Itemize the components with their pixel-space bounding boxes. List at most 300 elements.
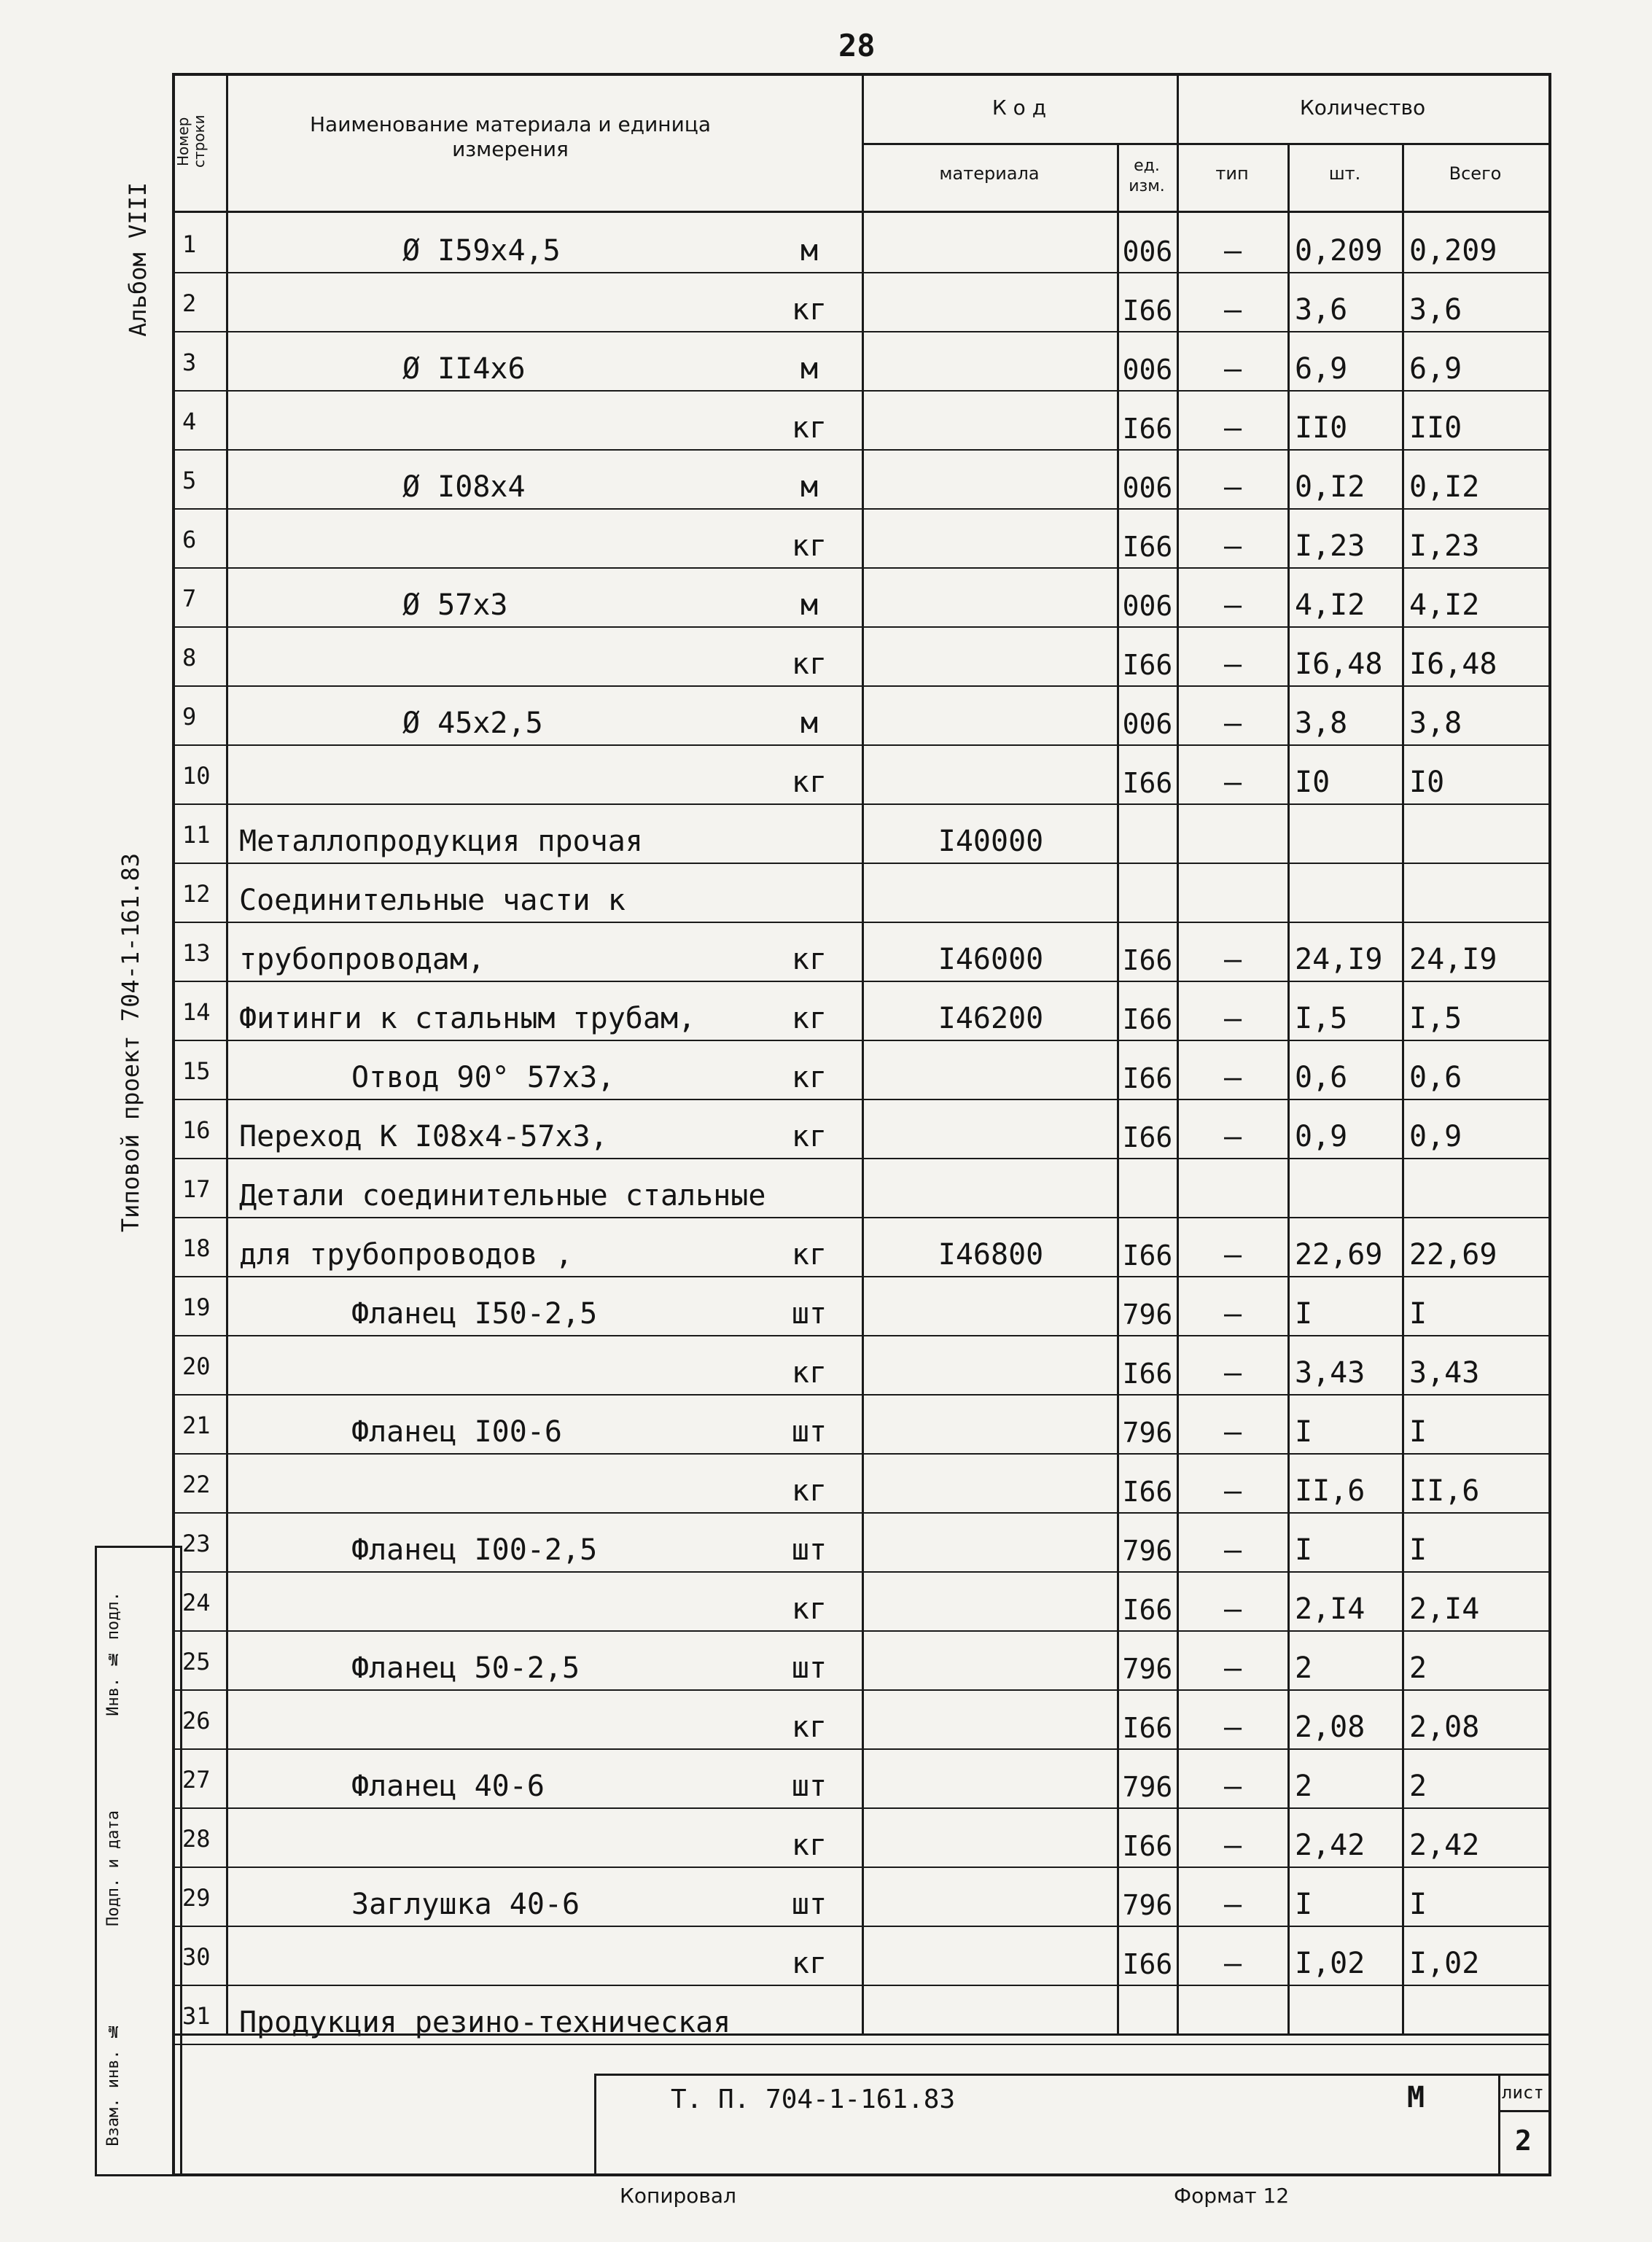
cell-quantity-total: I6,48 bbox=[1409, 647, 1497, 681]
table-row bbox=[175, 982, 1548, 1041]
cell-quantity-total bbox=[1403, 805, 1549, 864]
cell-type: – bbox=[1223, 1356, 1242, 1390]
cell-row-number: 3 bbox=[182, 348, 197, 376]
cell-material-name bbox=[227, 1336, 738, 1396]
cell-unit: м bbox=[800, 707, 819, 740]
cell-row-number: 16 bbox=[182, 1116, 211, 1144]
stamp-sign-label: Подп. и дата bbox=[104, 1810, 122, 1926]
table-row bbox=[175, 392, 1548, 451]
cell-unit: м bbox=[800, 588, 819, 622]
cell-quantity-per: 4,I2 bbox=[1295, 588, 1365, 622]
cell-type: – bbox=[1223, 1474, 1242, 1508]
header-code: К о д bbox=[991, 96, 1047, 120]
cell-type: – bbox=[1223, 1770, 1242, 1803]
cell-unit bbox=[758, 1159, 860, 1218]
cell-row-number: 25 bbox=[182, 1647, 211, 1675]
cell-quantity-total: 2 bbox=[1409, 1770, 1427, 1803]
cell-unit-code: I66 bbox=[1122, 531, 1173, 563]
cell-row-number: 24 bbox=[182, 1588, 211, 1616]
cell-material-code bbox=[865, 1573, 1117, 1632]
cell-unit-code bbox=[1118, 1159, 1177, 1218]
cell-material-code bbox=[865, 214, 1117, 273]
cell-row-number: 6 bbox=[182, 525, 197, 553]
cell-quantity-per: 22,69 bbox=[1295, 1238, 1383, 1272]
cell-material-name: Фланец 40-6 bbox=[351, 1770, 545, 1803]
table-row bbox=[175, 1573, 1548, 1632]
cell-row-number: 10 bbox=[182, 761, 211, 790]
cell-material-code bbox=[865, 392, 1117, 451]
cell-unit: кг bbox=[791, 1592, 827, 1626]
cell-type: – bbox=[1223, 588, 1242, 622]
cell-unit: кг bbox=[791, 1356, 827, 1390]
cell-material-name: Соединительные части к bbox=[239, 884, 626, 917]
header-code-unit: ед. изм. bbox=[1129, 157, 1165, 195]
cell-quantity-total: 3,8 bbox=[1409, 707, 1462, 740]
cell-type: – bbox=[1223, 1710, 1242, 1744]
cell-material-code bbox=[865, 332, 1117, 392]
cell-unit-code: I66 bbox=[1122, 1062, 1173, 1094]
cell-quantity-total: II,6 bbox=[1409, 1474, 1480, 1508]
cell-quantity-per: 0,209 bbox=[1295, 234, 1383, 268]
cell-quantity-per: 0,I2 bbox=[1295, 470, 1365, 504]
cell-row-number: 18 bbox=[182, 1234, 211, 1262]
cell-material-name: Фланец I50-2,5 bbox=[351, 1297, 598, 1331]
cell-quantity-per: I,5 bbox=[1295, 1002, 1348, 1035]
cell-unit-code: I66 bbox=[1122, 649, 1173, 681]
cell-material-code bbox=[865, 1455, 1117, 1514]
cell-material-name bbox=[227, 510, 738, 569]
cell-material-code bbox=[865, 687, 1117, 746]
cell-material-code bbox=[865, 1986, 1117, 2045]
cell-unit bbox=[758, 864, 860, 923]
cell-unit-code: I66 bbox=[1122, 1239, 1173, 1272]
cell-quantity-total: 2,08 bbox=[1409, 1710, 1480, 1744]
cell-row-number: 2 bbox=[182, 289, 197, 317]
table-row bbox=[175, 1927, 1548, 1986]
cell-unit-code: 796 bbox=[1122, 1771, 1173, 1803]
cell-unit: шт bbox=[791, 1533, 827, 1567]
cell-type: – bbox=[1223, 529, 1242, 563]
page-number: 28 bbox=[838, 28, 876, 63]
format-label: Формат 12 bbox=[1174, 2184, 1290, 2208]
cell-type bbox=[1178, 1159, 1287, 1218]
stamp-inv-label: Инв. № подл. bbox=[104, 1592, 122, 1716]
cell-unit: кг bbox=[791, 647, 827, 681]
table-row bbox=[175, 1986, 1548, 2045]
cell-material-name: Ø I08x4 bbox=[402, 470, 526, 504]
cell-material-name: трубопроводам, bbox=[239, 943, 486, 976]
cell-row-number: 1 bbox=[182, 230, 197, 258]
cell-material-name: Продукция резино-техническая bbox=[239, 2006, 731, 2039]
cell-unit: шт bbox=[791, 1770, 827, 1803]
cell-unit-code: I66 bbox=[1122, 295, 1173, 327]
cell-quantity-total: 4,I2 bbox=[1409, 588, 1480, 622]
cell-unit bbox=[758, 805, 860, 864]
cell-row-number: 7 bbox=[182, 584, 197, 612]
cell-unit-code: 796 bbox=[1122, 1889, 1173, 1921]
cell-type: – bbox=[1223, 1061, 1242, 1094]
cell-material-code bbox=[865, 1041, 1117, 1100]
cell-material-code bbox=[865, 864, 1117, 923]
cell-material-code: I46200 bbox=[938, 1002, 1044, 1035]
cell-unit: кг bbox=[791, 293, 827, 327]
cell-material-name bbox=[227, 1573, 738, 1632]
cell-unit-code: I66 bbox=[1122, 1358, 1173, 1390]
cell-unit-code bbox=[1118, 1986, 1177, 2045]
cell-unit: кг bbox=[791, 529, 827, 563]
cell-quantity-total: 6,9 bbox=[1409, 352, 1462, 386]
cell-unit: кг bbox=[791, 1947, 827, 1980]
cell-unit: кг bbox=[791, 411, 827, 445]
cell-material-code bbox=[865, 1927, 1117, 1986]
cell-material-code bbox=[865, 1277, 1117, 1336]
cell-row-number: 11 bbox=[182, 820, 211, 849]
table-row bbox=[175, 1691, 1548, 1750]
cell-quantity-per: I,23 bbox=[1295, 529, 1365, 563]
cell-quantity-per: 0,9 bbox=[1295, 1120, 1348, 1153]
cell-type: – bbox=[1223, 1888, 1242, 1921]
cell-type: – bbox=[1223, 411, 1242, 445]
cell-quantity-total: 0,9 bbox=[1409, 1120, 1462, 1153]
cell-unit: кг bbox=[791, 1710, 827, 1744]
project-label: Типовой проект 704-1-161.83 bbox=[117, 853, 144, 1233]
cell-material-code bbox=[865, 746, 1117, 805]
cell-material-code bbox=[865, 1868, 1117, 1927]
cell-quantity-per: 2 bbox=[1295, 1651, 1313, 1685]
cell-material-name bbox=[227, 392, 738, 451]
table-row bbox=[175, 1336, 1548, 1396]
cell-quantity-per: 3,6 bbox=[1295, 293, 1348, 327]
cell-material-code bbox=[865, 628, 1117, 687]
cell-unit-code: I66 bbox=[1122, 944, 1173, 976]
cell-unit-code: 006 bbox=[1122, 236, 1173, 268]
table-row bbox=[175, 805, 1548, 864]
cell-material-code bbox=[865, 1691, 1117, 1750]
cell-type: – bbox=[1223, 1592, 1242, 1626]
table-row bbox=[175, 332, 1548, 392]
cell-type: – bbox=[1223, 234, 1242, 268]
cell-quantity-total: I,02 bbox=[1409, 1947, 1480, 1980]
cell-quantity-per: 6,9 bbox=[1295, 352, 1348, 386]
header-qty-type: тип bbox=[1215, 163, 1249, 184]
cell-row-number: 5 bbox=[182, 466, 197, 494]
cell-row-number: 21 bbox=[182, 1411, 211, 1439]
table-row bbox=[175, 1514, 1548, 1573]
specification-sheet bbox=[172, 73, 1551, 2176]
cell-quantity-total: 2,I4 bbox=[1409, 1592, 1480, 1626]
cell-unit: шт bbox=[791, 1297, 827, 1331]
cell-unit: кг bbox=[791, 1474, 827, 1508]
sheet-number: 2 bbox=[1515, 2125, 1532, 2157]
cell-quantity-per bbox=[1289, 1986, 1402, 2045]
cell-quantity-total: 0,209 bbox=[1409, 234, 1497, 268]
table-row bbox=[175, 1041, 1548, 1100]
cell-row-number: 29 bbox=[182, 1883, 211, 1912]
cell-quantity-per: 2,08 bbox=[1295, 1710, 1365, 1744]
cell-unit: кг bbox=[791, 943, 827, 976]
cell-material-code bbox=[865, 1396, 1117, 1455]
cell-quantity-per: 2,42 bbox=[1295, 1829, 1365, 1862]
cell-quantity-total: I,23 bbox=[1409, 529, 1480, 563]
cell-quantity-per: 24,I9 bbox=[1295, 943, 1383, 976]
cell-material-code bbox=[865, 1750, 1117, 1809]
cell-unit-code: 796 bbox=[1122, 1299, 1173, 1331]
cell-quantity-per: 0,6 bbox=[1295, 1061, 1348, 1094]
table-row bbox=[175, 1868, 1548, 1927]
cell-material-code: I40000 bbox=[938, 825, 1044, 858]
cell-material-name bbox=[227, 1809, 738, 1868]
cell-unit-code: 006 bbox=[1122, 354, 1173, 386]
cell-row-number: 9 bbox=[182, 702, 197, 731]
cell-row-number: 12 bbox=[182, 879, 211, 908]
table-row bbox=[175, 1396, 1548, 1455]
table-row bbox=[175, 1218, 1548, 1277]
cell-material-code bbox=[865, 451, 1117, 510]
cell-quantity-per: 3,43 bbox=[1295, 1356, 1365, 1390]
cell-quantity-total: 2,42 bbox=[1409, 1829, 1480, 1862]
cell-quantity-per bbox=[1289, 1159, 1402, 1218]
cell-material-name: Переход К I08x4-57x3, bbox=[239, 1120, 608, 1153]
cell-type: – bbox=[1223, 352, 1242, 386]
cell-unit-code: 006 bbox=[1122, 590, 1173, 622]
cell-quantity-total: 24,I9 bbox=[1409, 943, 1497, 976]
table-row bbox=[175, 1632, 1548, 1691]
cell-quantity-per: I bbox=[1295, 1415, 1313, 1449]
cell-material-name: Фланец I00-6 bbox=[351, 1415, 562, 1449]
cell-quantity-total: I,5 bbox=[1409, 1002, 1462, 1035]
cell-quantity-per: I,02 bbox=[1295, 1947, 1365, 1980]
table-row bbox=[175, 273, 1548, 332]
cell-unit: кг bbox=[791, 766, 827, 799]
cell-material-name: Отвод 90° 57x3, bbox=[351, 1061, 615, 1094]
cell-quantity-total: I bbox=[1409, 1533, 1427, 1567]
cell-row-number: 14 bbox=[182, 997, 211, 1026]
cell-material-name: Детали соединительные стальные bbox=[239, 1179, 766, 1213]
cell-type: – bbox=[1223, 1238, 1242, 1272]
cell-unit-code: I66 bbox=[1122, 1594, 1173, 1626]
header-code-material: материала bbox=[939, 163, 1040, 184]
cell-unit-code: 796 bbox=[1122, 1417, 1173, 1449]
cell-quantity-total: 0,I2 bbox=[1409, 470, 1480, 504]
cell-material-name bbox=[227, 1455, 738, 1514]
cell-quantity-per: II0 bbox=[1295, 411, 1348, 445]
cell-material-code bbox=[865, 1514, 1117, 1573]
table-row bbox=[175, 687, 1548, 746]
cell-material-code: I46000 bbox=[938, 943, 1044, 976]
cell-row-number: 22 bbox=[182, 1470, 211, 1498]
sheet-label: лист bbox=[1502, 2082, 1544, 2103]
cell-type bbox=[1178, 805, 1287, 864]
cell-material-name: Металлопродукция прочая bbox=[239, 825, 643, 858]
cell-type bbox=[1178, 864, 1287, 923]
cell-quantity-total: 22,69 bbox=[1409, 1238, 1497, 1272]
cell-type: – bbox=[1223, 1829, 1242, 1862]
cell-quantity-total: II0 bbox=[1409, 411, 1462, 445]
cell-material-code bbox=[865, 569, 1117, 628]
document-code: Т. П. 704-1-161.83 bbox=[671, 2085, 956, 2114]
cell-quantity-per bbox=[1289, 805, 1402, 864]
cell-unit: кг bbox=[791, 1120, 827, 1153]
cell-type: – bbox=[1223, 1415, 1242, 1449]
cell-type: – bbox=[1223, 647, 1242, 681]
cell-material-name bbox=[227, 628, 738, 687]
cell-quantity-total bbox=[1403, 1159, 1549, 1218]
cell-type: – bbox=[1223, 1297, 1242, 1331]
cell-quantity-total: I bbox=[1409, 1297, 1427, 1331]
cell-type bbox=[1178, 1986, 1287, 2045]
cell-type: – bbox=[1223, 707, 1242, 740]
cell-unit: м bbox=[800, 352, 819, 386]
table-row bbox=[175, 1750, 1548, 1809]
table-row bbox=[175, 1277, 1548, 1336]
cell-quantity-total bbox=[1403, 1986, 1549, 2045]
cell-material-name: Ø 45x2,5 bbox=[402, 707, 543, 740]
cell-material-code: I46800 bbox=[938, 1238, 1044, 1272]
cell-quantity-total: 3,43 bbox=[1409, 1356, 1480, 1390]
cell-row-number: 23 bbox=[182, 1529, 211, 1557]
cell-row-number: 13 bbox=[182, 938, 211, 967]
cell-material-name: Фланец 50-2,5 bbox=[351, 1651, 580, 1685]
cell-unit-code: 006 bbox=[1122, 708, 1173, 740]
header-row-number: Номер строки bbox=[174, 114, 208, 168]
approval-stamp bbox=[95, 1546, 182, 2176]
cell-quantity-per bbox=[1289, 864, 1402, 923]
cell-type: – bbox=[1223, 470, 1242, 504]
cell-material-name bbox=[227, 1927, 738, 1986]
cell-row-number: 19 bbox=[182, 1293, 211, 1321]
cell-unit-code bbox=[1118, 864, 1177, 923]
cell-unit-code: 796 bbox=[1122, 1653, 1173, 1685]
cell-quantity-total: I bbox=[1409, 1888, 1427, 1921]
cell-unit-code bbox=[1118, 805, 1177, 864]
cell-type: – bbox=[1223, 1120, 1242, 1153]
cell-material-name: Ø I59x4,5 bbox=[402, 234, 561, 268]
cell-row-number: 26 bbox=[182, 1706, 211, 1735]
cell-material-name: Ø II4x6 bbox=[402, 352, 526, 386]
document-letter: М bbox=[1407, 2081, 1425, 2114]
cell-row-number: 30 bbox=[182, 1942, 211, 1971]
cell-material-code bbox=[865, 510, 1117, 569]
cell-unit-code: I66 bbox=[1122, 1476, 1173, 1508]
cell-material-code bbox=[865, 1336, 1117, 1396]
cell-material-code bbox=[865, 273, 1117, 332]
cell-unit-code: 796 bbox=[1122, 1535, 1173, 1567]
cell-unit-code: I66 bbox=[1122, 1003, 1173, 1035]
table-row bbox=[175, 569, 1548, 628]
cell-unit-code: I66 bbox=[1122, 1830, 1173, 1862]
table-row bbox=[175, 1455, 1548, 1514]
cell-quantity-per: 2,I4 bbox=[1295, 1592, 1365, 1626]
cell-quantity-per: I bbox=[1295, 1297, 1313, 1331]
cell-quantity-total bbox=[1403, 864, 1549, 923]
cell-unit: кг bbox=[791, 1238, 827, 1272]
cell-material-name bbox=[227, 273, 738, 332]
cell-unit: шт bbox=[791, 1415, 827, 1449]
cell-row-number: 28 bbox=[182, 1824, 211, 1853]
cell-quantity-total: 2 bbox=[1409, 1651, 1427, 1685]
cell-row-number: 17 bbox=[182, 1175, 211, 1203]
cell-unit: кг bbox=[791, 1829, 827, 1862]
cell-unit-code: I66 bbox=[1122, 413, 1173, 445]
header-qty-total: Всего bbox=[1449, 163, 1502, 184]
table-row bbox=[175, 214, 1548, 273]
cell-unit: м bbox=[800, 470, 819, 504]
cell-type: – bbox=[1223, 1533, 1242, 1567]
cell-material-name: Фланец I00-2,5 bbox=[351, 1533, 598, 1567]
cell-row-number: 31 bbox=[182, 2001, 211, 2030]
stamp-replace-label: Взам. инв. № bbox=[104, 2022, 122, 2146]
cell-type: – bbox=[1223, 1947, 1242, 1980]
cell-material-code bbox=[865, 1632, 1117, 1691]
cell-unit-code: I66 bbox=[1122, 1948, 1173, 1980]
cell-unit: кг bbox=[791, 1002, 827, 1035]
cell-quantity-total: 0,6 bbox=[1409, 1061, 1462, 1094]
table-row bbox=[175, 451, 1548, 510]
cell-type: – bbox=[1223, 1002, 1242, 1035]
cell-type: – bbox=[1223, 1651, 1242, 1685]
cell-material-name: для трубопроводов , bbox=[239, 1238, 573, 1272]
header-quantity: Количество bbox=[1299, 96, 1426, 120]
cell-quantity-per: I6,48 bbox=[1295, 647, 1383, 681]
cell-quantity-total: I0 bbox=[1409, 766, 1445, 799]
copied-by-label: Копировал bbox=[620, 2184, 736, 2208]
album-label: Альбом VIII bbox=[124, 182, 152, 337]
cell-type: – bbox=[1223, 293, 1242, 327]
table-row bbox=[175, 510, 1548, 569]
cell-material-name bbox=[227, 1691, 738, 1750]
cell-material-code bbox=[865, 1809, 1117, 1868]
cell-unit: шт bbox=[791, 1651, 827, 1685]
cell-unit-code: 006 bbox=[1122, 472, 1173, 504]
table-row bbox=[175, 1100, 1548, 1159]
cell-material-code bbox=[865, 1100, 1117, 1159]
cell-quantity-per: I bbox=[1295, 1533, 1313, 1567]
cell-row-number: 27 bbox=[182, 1765, 211, 1794]
header-qty-per: шт. bbox=[1328, 163, 1361, 184]
cell-unit-code: I66 bbox=[1122, 1712, 1173, 1744]
table-row bbox=[175, 923, 1548, 982]
cell-row-number: 15 bbox=[182, 1056, 211, 1085]
table-row bbox=[175, 746, 1548, 805]
table-row bbox=[175, 1159, 1548, 1218]
table-row bbox=[175, 628, 1548, 687]
cell-unit: м bbox=[800, 234, 819, 268]
cell-quantity-total: I bbox=[1409, 1415, 1427, 1449]
cell-type: – bbox=[1223, 943, 1242, 976]
cell-row-number: 8 bbox=[182, 643, 197, 672]
table-row bbox=[175, 1809, 1548, 1868]
cell-material-name: Фитинги к стальным трубам, bbox=[239, 1002, 696, 1035]
cell-quantity-total: 3,6 bbox=[1409, 293, 1462, 327]
cell-quantity-per: II,6 bbox=[1295, 1474, 1365, 1508]
header-material-name: Наименование материала и единица измерения bbox=[310, 112, 711, 161]
cell-quantity-per: I0 bbox=[1295, 766, 1330, 799]
cell-row-number: 20 bbox=[182, 1352, 211, 1380]
cell-type: – bbox=[1223, 766, 1242, 799]
cell-material-code bbox=[865, 1159, 1117, 1218]
cell-unit bbox=[758, 1986, 860, 2045]
cell-material-name: Заглушка 40-6 bbox=[351, 1888, 580, 1921]
cell-unit: шт bbox=[791, 1888, 827, 1921]
cell-row-number: 4 bbox=[182, 407, 197, 435]
cell-quantity-per: I bbox=[1295, 1888, 1313, 1921]
cell-material-name: Ø 57x3 bbox=[402, 588, 508, 622]
cell-unit-code: I66 bbox=[1122, 1121, 1173, 1153]
cell-material-name bbox=[227, 746, 738, 805]
table-row bbox=[175, 864, 1548, 923]
cell-quantity-per: 2 bbox=[1295, 1770, 1313, 1803]
cell-unit: кг bbox=[791, 1061, 827, 1094]
